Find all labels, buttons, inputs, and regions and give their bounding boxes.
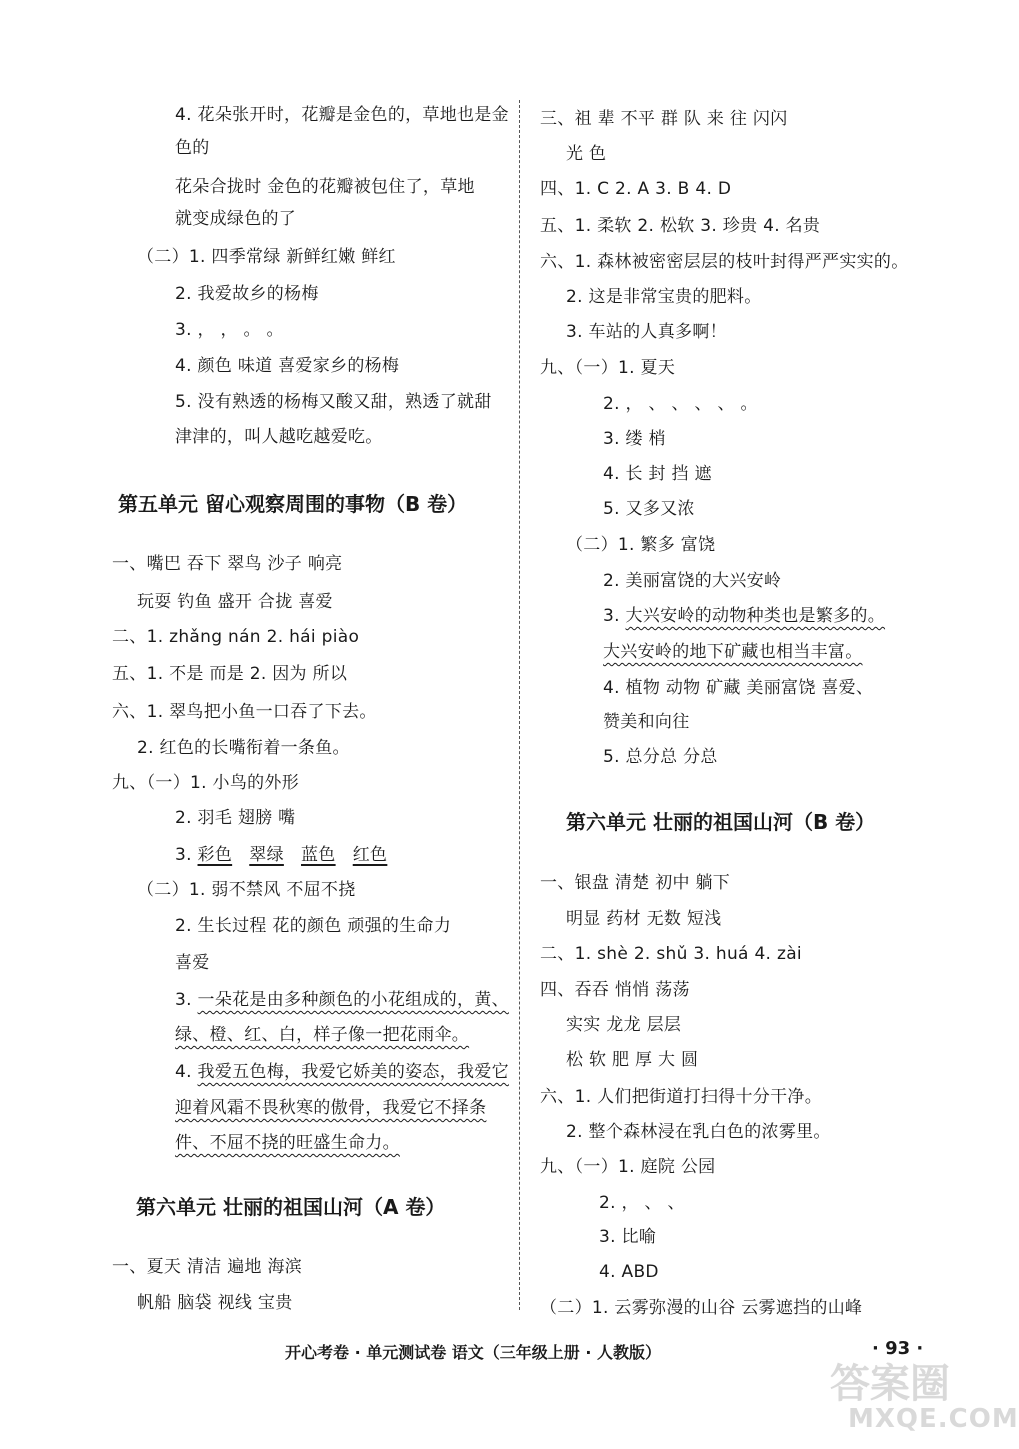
section-heading: 第五单元 留心观察周围的事物（B 卷） (118, 492, 468, 516)
answer-line: 2. ， 、 、 、 、 。 (603, 394, 758, 414)
answer-line: 四、1. C 2. A 3. B 4. D (540, 179, 732, 199)
underlined-sentence: 大兴安岭的动物种类也是繁多的。 (625, 606, 886, 626)
item-number: 3. (175, 990, 198, 1010)
underlined-sentence: 一朵花是由多种颜色的小花组成的，黄、 (197, 990, 509, 1010)
answer-line: （二）1. 弱不禁风 不屈不挠 (137, 880, 356, 900)
underlined-word: 翠绿 (249, 845, 284, 865)
underlined-sentence: 迎着风霜不畏秋寒的傲骨，我爱它不择条 (175, 1098, 487, 1118)
underlined-sentence: 件、不屈不挠的旺盛生命力。 (175, 1133, 400, 1153)
answer-line: 一、银盘 清楚 初中 躺下 (540, 873, 731, 893)
answer-line: 九、（一）1. 夏天 (540, 358, 676, 378)
answer-line: 六、1. 人们把街道打扫得十分干净。 (540, 1087, 823, 1107)
answer-line: 3. 车站的人真多啊！ (566, 322, 727, 342)
answer-line: 喜爱 (175, 953, 210, 973)
answer-line: 就变成绿色的了 (175, 209, 297, 229)
answer-line: 3. ， ， 。 。 (175, 320, 284, 340)
answer-line: 帆船 脑袋 视线 宝贵 (137, 1293, 293, 1313)
answer-line: 六、1. 翠鸟把小鱼一口吞了下去。 (112, 702, 377, 722)
answer-line: 津津的，叫人越吃越爱吃。 (175, 427, 383, 447)
answer-line: 二、1. zhǎng nán 2. hái piào (112, 627, 360, 647)
answer-line: 六、1. 森林被密密层层的枝叶封得严严实实的。 (540, 252, 909, 272)
answer-line: 2. 生长过程 花的颜色 顽强的生命力 (175, 916, 452, 936)
section-heading: 第六单元 壮丽的祖国山河（A 卷） (136, 1195, 446, 1219)
answer-line: 2. 羽毛 翅膀 嘴 (175, 808, 296, 828)
answer-line: 2. 这是非常宝贵的肥料。 (566, 287, 762, 307)
answer-line: 四、吞吞 悄悄 荡荡 (540, 980, 690, 1000)
item-number: 3. (175, 845, 198, 865)
answer-line: 赞美和向往 (603, 712, 690, 732)
answer-line (603, 604, 885, 628)
watermark-logo: 答案圈 (830, 1361, 950, 1407)
answer-line: 4. ABD (599, 1262, 659, 1282)
underlined-word: 红色 (352, 845, 388, 865)
answer-line: 一、夏天 清洁 遍地 海滨 (112, 1257, 303, 1277)
underlined-sentence: 我爱五色梅，我爱它娇美的姿态，我爱它 (197, 1062, 509, 1082)
answer-line: 3. 缕 梢 (603, 429, 666, 449)
answer-line: 实实 龙龙 层层 (566, 1015, 682, 1035)
answer-line: 五、1. 柔软 2. 松软 3. 珍贵 4. 名贵 (540, 216, 821, 236)
underlined-word: 彩色 (197, 845, 233, 865)
underlined-word: 蓝色 (301, 845, 336, 865)
answer-line: 色的 (175, 138, 210, 158)
answer-line: 5. 没有熟透的杨梅又酸又甜，熟透了就甜 (175, 392, 492, 412)
answer-line: 4. 植物 动物 矿藏 美丽富饶 喜爱、 (603, 678, 874, 698)
answer-line: 九、（一）1. 小鸟的外形 (112, 773, 300, 793)
answer-line: 5. 又多又浓 (603, 499, 695, 519)
underlined-sentence: 大兴安岭的地下矿藏也相当丰富。 (603, 642, 863, 662)
answer-line: 2. 红色的长嘴衔着一条鱼。 (137, 738, 350, 758)
answer-line: 花朵合拢时 金色的花瓣被包住了，草地 (175, 177, 475, 197)
answer-line: 2. 整个森林浸在乳白色的浓雾里。 (566, 1122, 831, 1142)
watermark-url: MXQE.COM (848, 1404, 1019, 1434)
item-number: 3. (603, 606, 626, 626)
answer-line: 2. 美丽富饶的大兴安岭 (603, 571, 782, 591)
answer-line: 4. 长 封 挡 遮 (603, 464, 712, 484)
answer-line: 2. ， 、 、 (599, 1193, 685, 1213)
section-heading: 第六单元 壮丽的祖国山河（B 卷） (566, 810, 876, 834)
answer-line: 五、1. 不是 而是 2. 因为 所以 (112, 664, 348, 684)
answer-line: 4. 花朵张开时，花瓣是金色的，草地也是金 (175, 105, 509, 125)
answer-line: （二）1. 繁多 富饶 (566, 535, 716, 555)
page-number: · 93 · (872, 1338, 924, 1359)
answer-line: 九、（一）1. 庭院 公园 (540, 1157, 716, 1177)
watermark (830, 1352, 1019, 1444)
item-number: 4. (175, 1062, 198, 1082)
underlined-sentence: 绿、橙、红、白，样子像一把花雨伞。 (175, 1025, 470, 1045)
answer-line: 3. 比喻 (599, 1227, 657, 1247)
answer-line: 5. 总分总 分总 (603, 747, 718, 767)
answer-line: （二）1. 云雾弥漫的山谷 云雾遮挡的山峰 (540, 1298, 863, 1318)
answer-line: 明显 药材 无数 短浅 (566, 909, 722, 929)
answer-line: （二）1. 四季常绿 新鲜红嫩 鲜红 (137, 247, 396, 267)
answer-line: 4. 颜色 味道 喜爱家乡的杨梅 (175, 356, 400, 376)
answer-line: 二、1. shè 2. shǔ 3. huá 4. zài (540, 944, 802, 964)
answer-line: 2. 我爱故乡的杨梅 (175, 284, 319, 304)
answer-line: 玩耍 钓鱼 盛开 合拢 喜爱 (137, 592, 333, 612)
answer-line: 三、祖 辈 不平 群 队 来 往 闪闪 (540, 109, 788, 129)
answer-line: 松 软 肥 厚 大 圆 (566, 1050, 699, 1070)
page-footer: 开心考卷 · 单元测试卷 语文（三年级上册 · 人教版） (285, 1343, 662, 1362)
answer-line: 一、嘴巴 吞下 翠鸟 沙子 响亮 (112, 554, 343, 574)
answer-line: 光 色 (566, 144, 607, 164)
